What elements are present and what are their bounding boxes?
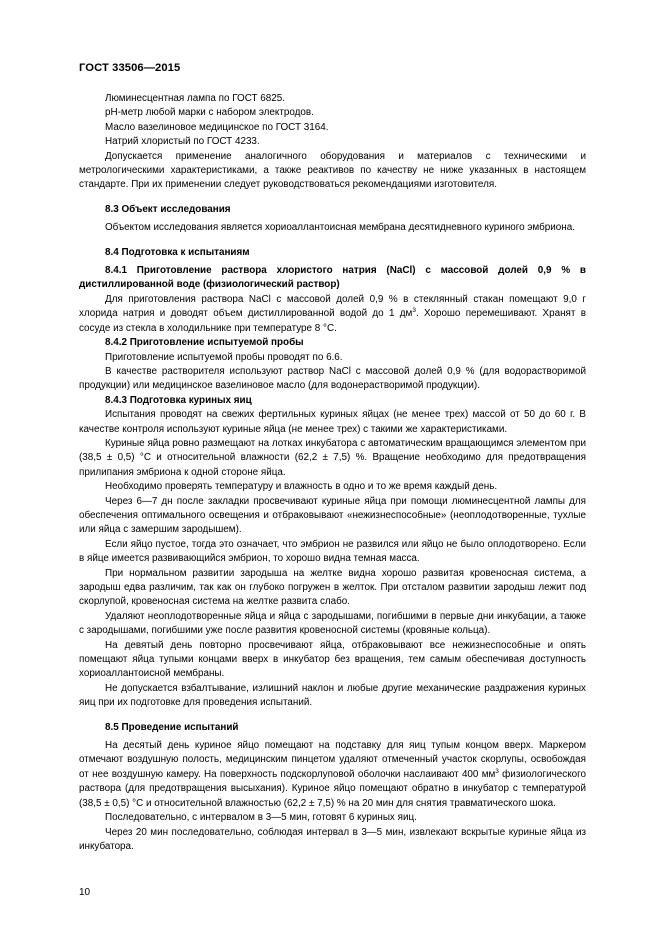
section-8-5-paragraph: Последовательно, с интервалом в 3—5 мин, готовят 6 куриных яиц.: [105, 812, 417, 824]
section-8-4-1-text: [79, 293, 586, 336]
section-8-4-3-paragraph: Удаляют неоплодотворенные яйца и яйца с зародышами, погибшими в первые дни инкубации, а также с зародышами, погибшими уже после развития кровеносной системы (кровяные кольца).: [79, 610, 586, 637]
section-8-4-3-paragraph: Через 6—7 дн после закладки просвечивают куриные яйца при помощи люминесцентной лампы для обеспечения оптимального освещения и отбраковывают «нежизнеспособные» (неоплодотворенные, тухлые или яйца с замершим зародышем).: [79, 495, 586, 536]
document-body: [79, 92, 586, 854]
section-8-4-1-text-part-a: Для приготовления раствора NaCl с массовой долей 0,9 % в стеклянный стакан помещают 9,0 г хлорида натрия и доводят объем дистиллированной водой до 1 дм: [79, 293, 586, 320]
section-8-5-paragraph: [79, 739, 586, 811]
document-header: ГОСТ 33506—2015: [79, 62, 181, 74]
section-8-4-1-text-part-b: . Хорошо перемешивают. Хранят в сосуде из стекла в холодильнике при температуре 8 °С.: [79, 308, 586, 334]
section-8-5-paragraph: Через 20 мин последовательно, соблюдая интервал в 3—5 мин, извлекают вскрытые куриные яйца из инкубатора.: [79, 826, 586, 852]
section-8-3-heading: 8.3 Объект исследования: [105, 203, 231, 215]
section-8-4-3-paragraph: На девятый день повторно просвечивают яйца, отбраковывают все нежизнеспособные и опять помещают яйца тупыми концами вверх в инкубатор без вращения, тем самым обеспечивая доступность хориоаллантоисной мембраны.: [79, 639, 586, 680]
section-8-4-3-paragraph: При нормальном развитии зародыша на желтке видна хорошо развитая кровеносная система, а зародыш едва различим, так как он глубоко погружен в желток. При отсталом развитии зародыш лежит под скорлупой, кровеносная система на желтке развита слабо.: [79, 567, 586, 608]
superscript: 3: [412, 307, 416, 315]
superscript: 3: [495, 767, 499, 775]
materials-note: Допускается применение аналогичного оборудования и материалов с техническими и метрологическими характеристиками, а также реактивов по качеству не ниже указанных в настоящем стандарте. При их применении следует руководствоваться рекомендациями изготовителя.: [79, 150, 586, 191]
section-8-5-text-part-b: физиологического раствора (для предотвращения высыхания). Куриное яйцо помещают обратно в инкубатор с температурой (38,5 ± 0,5) °С и относительной влажностью (62,2 ± 7,5) % на 20 мин для снятия травматического шока.: [79, 768, 587, 809]
section-8-3-text: Объектом исследования является хориоаллантоисная мембрана десятидневного куриного эмбриона.: [105, 222, 575, 234]
material-item: Масло вазелиновое медицинское по ГОСТ 3164.: [105, 121, 329, 133]
page-number: 10: [79, 887, 91, 898]
material-item: Натрий хлористый по ГОСТ 4233.: [105, 136, 260, 148]
section-8-4-2-heading: 8.4.2 Приготовление испытуемой пробы: [105, 337, 304, 349]
section-8-5-heading: 8.5 Проведение испытаний: [105, 721, 239, 733]
section-8-4-heading: 8.4 Подготовка к испытаниям: [105, 246, 250, 258]
section-8-4-3-paragraph: Не допускается взбалтывание, излишний наклон и любые другие механические раздражения куриных яиц при их подготовке для проведения испытаний.: [79, 682, 586, 709]
section-8-4-3-paragraph: Испытания проводят на свежих фертильных куриных яйцах (не менее трех) массой от 50 до 60 г. В качестве контроля используют куриные яйца (не менее трех) с такими же характеристиками.: [79, 409, 586, 435]
section-8-5-text-part-a: На десятый день куриное яйцо помещают на подставку для яиц тупым концом вверх. Маркером отмечают воздушную полость, медицинским пинцетом удаляют отмеченный участок скорлупы, освобождая от нее воздушную камеру. На поверхность подскорлуповой оболочки наслаивают 400 мм: [79, 740, 586, 780]
section-8-4-2-paragraph: Приготовление испытуемой пробы проводят по 6.6.: [105, 351, 343, 363]
material-item: Люминесцентная лампа по ГОСТ 6825.: [105, 93, 285, 104]
material-item: pH-метр любой марки с набором электродов.: [105, 107, 314, 119]
section-8-4-1-heading: 8.4.1 Приготовление раствора хлористого натрия (NaCl) с массовой долей 0,9 % в дистиллированной воде (физиологический раствор): [79, 265, 586, 291]
section-8-4-3-paragraph: Если яйцо пустое, тогда это означает, что эмбрион не развился или яйцо не было оплодотворено. Если в яйце имеется развивающийся эмбрион, то хорошо видна темная масса.: [79, 538, 586, 565]
section-8-4-3-paragraph: Куриные яйца ровно размещают на лотках инкубатора с автоматическим вращающимся элементом при (38,5 ± 0,5) °С и относительной влажности (62,2 ± 7,5) %. Вращение необходимо для предотвращения прилипания эмбриона к одной стороне яйца.: [79, 437, 586, 478]
section-8-4-2-paragraph: В качестве растворителя используют раствор NaCl с массовой долей 0,9 % (для водорастворимой продукции) или медицинское вазелиновое масло (для водонерастворимой продукции).: [79, 365, 586, 392]
section-8-4-3-heading: 8.4.3 Подготовка куриных яиц: [105, 394, 252, 406]
section-8-4-3-paragraph: Необходимо проверять температуру и влажность в одно и то же время каждый день.: [105, 481, 498, 493]
